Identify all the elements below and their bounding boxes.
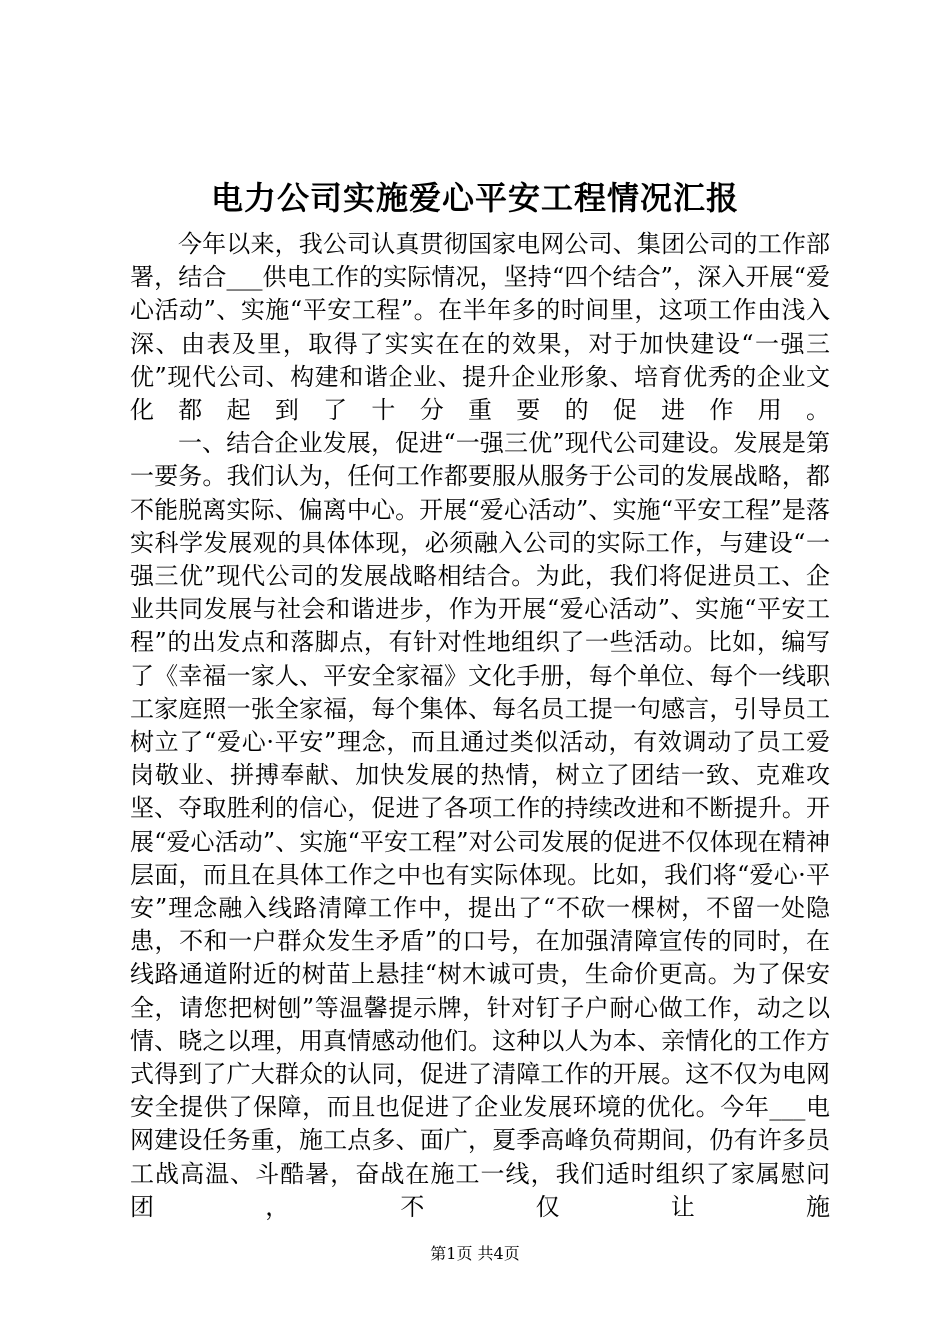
paragraph-section-one: 一、结合企业发展，促进“一强三优”现代公司建设。发展是第一要务。我们认为，任何工作都要服从服务于公司的发展战略，都不能脱离实际、偏离中心。开展“爱心活动”、实施“平安工程”是落实科学发展观的具体体现，必须融入公司的实际工作，与建设“一强三优”现代公司的发展战略相结合。为此，我们将促进员工、企业共同发展与社会和谐进步，作为开展“爱心活动”、实施“平安工程”的出发点和落脚点，有针对性地组织了一些活动。比如，编写了《幸福一家人、平安全家福》文化手册，每个单位、每个一线职工家庭照一张全家福，每个集体、每名员工提一句感言，引导员工树立了“爱心·平安”理念，而且通过类似活动，有效调动了员工爱岗敬业、拼搏奉献、加快发展的热情，树立了团结一致、克难攻坚、夺取胜利的信心，促进了各项工作的持续改进和不断提升。开展“爱心活动”、实施“平安工程”对公司发展的促进不仅体现在精神层面，而且在具体工作之中也有实际体现。比如，我们将“爱心·平安”理念融入线路清障工作中，提出了“不砍一棵树，不留一处隐患，不和一户群众发生矛盾”的口号，在加强清障宣传的同时，在线路通道附近的树苗上悬挂“树木诚可贵，生命价更高。为了保安全，请您把树刨”等温馨提示牌，针对钉子户耐心做工作，动之以情、晓之以理，用真情感动他们。这种以人为本、亲情化的工作方式得到了广大群众的认同，促进了清障工作的开展。这不仅为电网安全提供了保障，而且也促进了企业发展环境的优化。今年___电网建设任务重，施工点多、面广，夏季高峰负荷期间，仍有许多员工战高温、斗酷暑，奋战在施工一线，我们适时组织了家属慰问团，不仅让施 <box>130 429 830 1221</box>
document-body <box>130 228 830 1224</box>
page-number-footer: 第1页 共4页 <box>430 1244 520 1263</box>
paragraph-intro: 今年以来，我公司认真贯彻国家电网公司、集团公司的工作部署，结合___供电工作的实际情况，坚持“四个结合”，深入开展“爱心活动”、实施“平安工程”。在半年多的时间里，这项工作由浅入深、由表及里，取得了实实在在的效果，对于加快建设“一强三优”现代公司、构建和谐企业、提升企业形象、培育优秀的企业文化都起到了十分重要的促进作用。 <box>130 230 830 425</box>
document-title: 电力公司实施爱心平安工程情况汇报 <box>210 179 739 217</box>
